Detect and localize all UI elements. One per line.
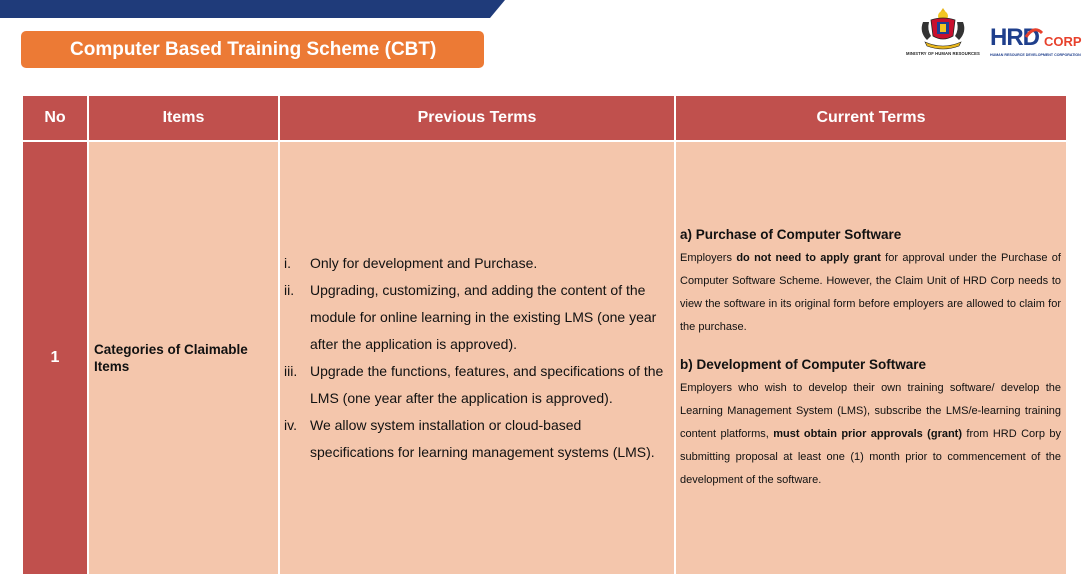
hrd-logo-corp: CORP [1044, 34, 1082, 49]
hrd-logo-subtitle: HUMAN RESOURCE DEVELOPMENT CORPORATION [990, 53, 1081, 57]
previous-terms-cell [279, 141, 675, 575]
header-current-terms: Current Terms [675, 95, 1067, 141]
development-heading: b) Development of Computer Software [680, 356, 927, 372]
header-items: Items [88, 95, 279, 141]
table-row [22, 141, 1067, 575]
page-title: Computer Based Training Scheme (CBT) [21, 31, 484, 68]
terms-table [21, 94, 1068, 576]
current-terms-cell [675, 141, 1067, 575]
previous-terms-list [280, 250, 674, 466]
header-previous-terms: Previous Terms [279, 95, 675, 141]
list-item: iv. We allow system installation or cloud-based specifications for learning management systems (LMS). [284, 417, 655, 460]
hrd-corp-logo [990, 25, 1088, 59]
top-decorative-band [0, 0, 505, 18]
coat-of-arms-icon [917, 6, 969, 50]
list-item: i. Only for development and Purchase. [284, 255, 538, 271]
ministry-caption: MINISTRY OF HUMAN RESOURCES [906, 51, 980, 56]
hrd-arc-icon [1024, 27, 1044, 39]
list-item: iii. Upgrade the functions, features, and specifications of the LMS (one year after the application is approved). [284, 363, 664, 406]
purchase-paragraph: Employers do not need to apply grant for approval under the Purchase of Computer Software Scheme. However, the Claim Unit of HRD Corp needs to view the software in its original form before employers are allowed to claim for the purchase. [680, 251, 1061, 333]
ministry-logo [899, 6, 987, 58]
purchase-heading: a) Purchase of Computer Software [680, 226, 902, 242]
row-item: Categories of Claimable Items [88, 141, 279, 575]
header-no: No [22, 95, 88, 141]
list-item: ii. Upgrading, customizing, and adding the content of the module for online learning in the existing LMS (one year after the application is approved). [284, 282, 657, 352]
table-header-row [22, 95, 1067, 141]
row-number: 1 [22, 141, 88, 575]
development-paragraph: Employers who wish to develop their own training software/ develop the Learning Management System (LMS), subscribe the LMS/e-learning training content platforms, must obtain prior approvals (grant) from HRD Corp by submitting proposal at least one (1) month prior to commencement of the development of the software. [680, 381, 1061, 486]
hrd-logo-word: HRD [990, 24, 1039, 51]
